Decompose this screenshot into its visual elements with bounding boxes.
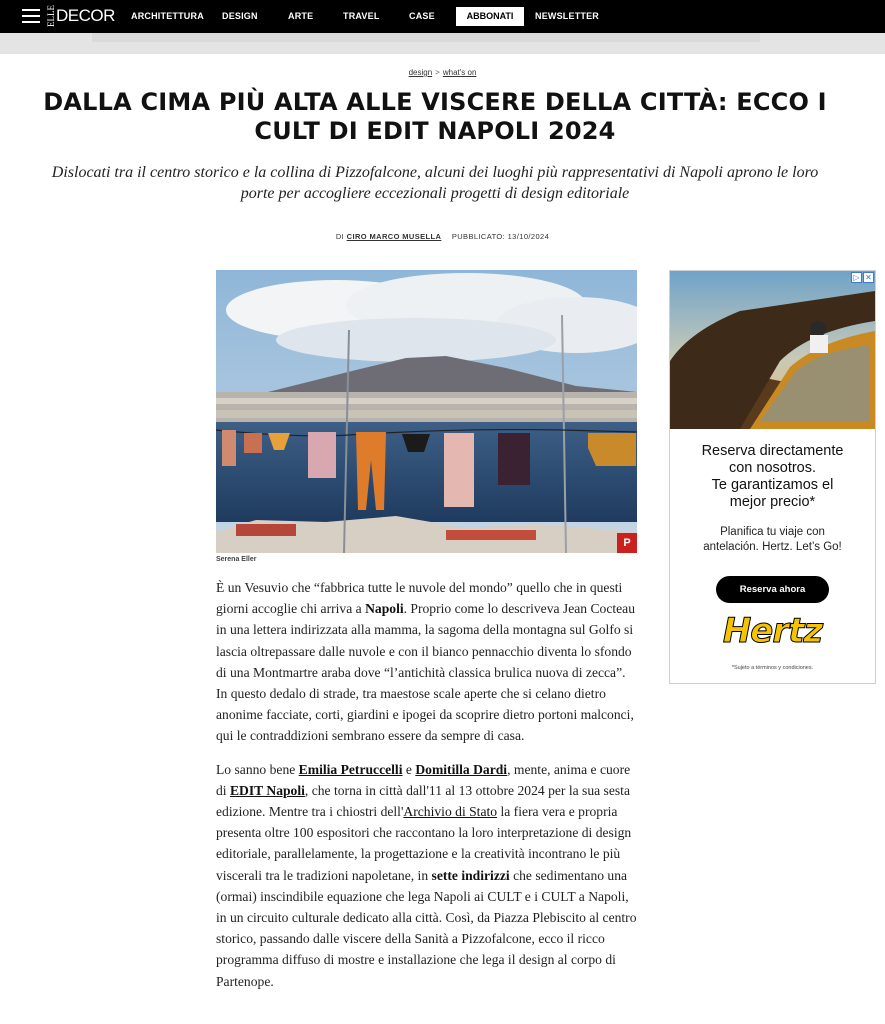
adchoices-icon[interactable]: ▷	[851, 272, 862, 283]
hertz-wordmark: Hertz	[722, 611, 823, 651]
ad-headline-line: con nosotros.	[728, 460, 817, 476]
ad-headline	[670, 443, 875, 511]
byline-prefix: DI	[335, 232, 345, 241]
text: Lo sanno bene	[216, 761, 299, 777]
breadcrumb-design[interactable]: design	[408, 68, 433, 77]
top-navigation-bar	[0, 0, 885, 33]
breadcrumb-whats-on[interactable]: what's on	[442, 68, 477, 77]
author-link[interactable]: CIRO MARCO MUSELLA	[346, 232, 442, 241]
subscribe-button[interactable]: ABBONATI	[456, 7, 524, 26]
ad-headline-line: mejor precio*	[729, 494, 816, 510]
ad-body-line: antelación. Hertz. Let’s Go!	[703, 541, 842, 553]
nav-item-travel[interactable]: TRAVEL	[343, 11, 380, 21]
article-title: DALLA CIMA PIÙ ALTA ALLE VISCERE DELLA CITTÀ: ECCO I CULT DI EDIT NAPOLI 2024	[43, 88, 827, 145]
logo-elle: ELLE	[46, 5, 56, 27]
bold-sette-indirizzi: sette indirizzi	[431, 867, 510, 883]
ad-body	[670, 525, 875, 555]
publish-date: PUBBLICATO: 13/10/2024	[451, 232, 550, 241]
article-dek: Dislocati tra il centro storico e la collina di Pizzofalcone, alcuni dei luoghi più rappresentativi di Napoli aprono le loro porte per accogliere eccezionali progetti di design editoriale	[51, 164, 819, 202]
nav-item-design[interactable]: DESIGN	[222, 11, 258, 21]
paragraph-2	[216, 759, 640, 992]
bold-napoli: Napoli	[365, 601, 404, 617]
paragraph-1	[216, 577, 640, 747]
text: e	[402, 761, 416, 777]
ad-close-icon[interactable]: ✕	[863, 272, 874, 283]
pinterest-share-button[interactable]: P	[617, 533, 637, 553]
ad-banner-inner	[92, 33, 760, 42]
hertz-advertisement[interactable]	[669, 270, 876, 684]
breadcrumb-separator: >	[435, 68, 440, 77]
hertz-logo	[670, 611, 875, 651]
ad-body-line: Planifica tu viaje con	[720, 526, 825, 538]
article-body	[216, 577, 640, 1004]
link-domitilla-dardi[interactable]: Domitilla Dardi	[415, 761, 508, 777]
link-archivio-di-stato[interactable]: Archivio di Stato	[403, 804, 498, 820]
nav-item-arte[interactable]: ARTE	[288, 11, 314, 21]
ad-headline-line: Te garantizamos el	[711, 477, 834, 493]
link-emilia-petruccelli[interactable]: Emilia Petruccelli	[298, 761, 403, 777]
byline	[0, 232, 885, 241]
text: , che torna in città dall'11 al 13 ottobre 2024 per la sua sesta edizione. Mentre tra i chiostri dell'	[216, 782, 630, 820]
logo-decor: DECOR	[56, 6, 115, 25]
ad-banner-placeholder	[0, 33, 885, 54]
link-edit-napoli[interactable]: EDIT Napoli	[229, 782, 305, 798]
text: . Proprio come lo descriveva Jean Cocteau in una lettera indirizzata alla mamma, la sagoma della montagna sul Golfo si lascia oltrepassare dalle nuvole e con il bianco pennacchio diventa lo sfondo di una Montmartre araba dove “l’antichità classica brulica nuova di zecca”. In questo dedalo di strade, tra maestose scale aperte che si celano dietro anonime facciate, corti, giardini e ipogei da scoprire dietro portoni malconci, qui le contraddizioni sembrano essere da sempre di casa.	[216, 601, 636, 744]
text: È un Vesuvio che “fabbrica tutte le nuvole del mondo” quello che in questi giorni accoglie chi arriva a	[216, 580, 623, 617]
ad-image	[670, 271, 875, 429]
text: che sedimentano una (ormai) inscindibile equazione che lega Napoli ai CULT e i CULT a Napoli, in un circuito culturale dedicato alla città. Così, da Piazza Plebiscito al centro storico, passando dalle viscere della Sanità a Pizzofalcone, ecco il ricco programma diffuso di mostre e installazione che lega il design al corpo di Partenope.	[216, 867, 637, 989]
nav-item-newsletter[interactable]: NEWSLETTER	[535, 11, 599, 21]
ad-cta-button[interactable]: Reserva ahora	[716, 576, 829, 603]
nav-item-architettura[interactable]: ARCHITETTURA	[131, 11, 204, 21]
image-credit: Serena Eller	[216, 556, 257, 563]
hero-image	[216, 270, 637, 553]
nav-item-case[interactable]: CASE	[409, 11, 435, 21]
breadcrumb	[0, 68, 885, 77]
ad-headline-line: Reserva directamente	[701, 443, 844, 459]
ad-legal-text: *Sujeto a términos y condiciones.	[731, 665, 814, 671]
text: la fiera vera e propria presenta oltre 100 espositori che raccontano la loro interpretazione di design editoriale, parallelamente, la progettazione e la creatività incontrano le più viscerali tra le tradizioni napoletane, in	[216, 804, 632, 883]
site-logo[interactable]	[47, 5, 115, 27]
menu-icon[interactable]	[22, 8, 40, 24]
ad-badges	[851, 272, 874, 283]
text: , mente, anima e cuore di	[216, 761, 631, 798]
